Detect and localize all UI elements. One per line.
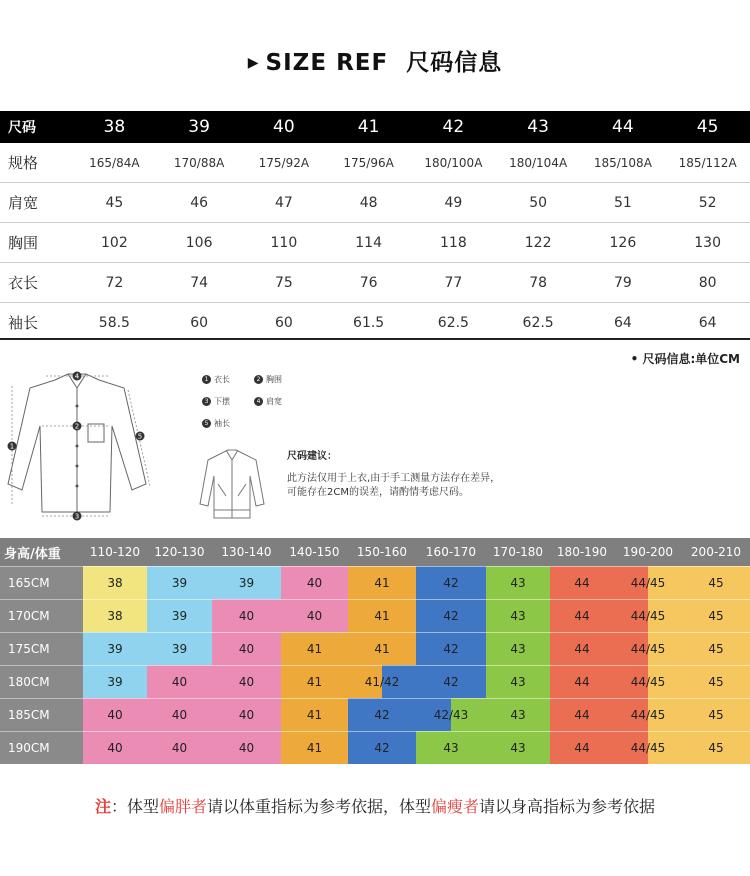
grid-cell-value: 42 (443, 675, 459, 689)
grid-cell (416, 698, 486, 731)
size-recommendation-grid (0, 538, 750, 764)
grid-cell (147, 665, 212, 698)
grid-cell (83, 731, 147, 764)
grid-cell (416, 599, 486, 632)
size-row-shoulder (0, 183, 750, 223)
table-cell: 64 (613, 314, 632, 331)
height-label: 175CM (0, 632, 83, 665)
legend-label: 胸围 (266, 375, 282, 384)
size-col-41: 41 (357, 117, 380, 137)
note-text-1: ：体型 (110, 797, 159, 816)
mark-4-label: 4 (74, 372, 80, 381)
size-table (0, 111, 750, 342)
grid-header-row (0, 538, 750, 566)
weight-header: 200-210 (690, 545, 742, 559)
weight-header: 140-150 (289, 545, 340, 559)
grid-cell (416, 632, 486, 665)
grid-cell-value: 40 (306, 576, 323, 590)
grid-cell-value: 44/45 (630, 576, 666, 590)
grid-cell (682, 632, 750, 665)
table-cell: 75 (274, 274, 293, 291)
weight-header: 130-140 (221, 545, 272, 559)
grid-cell (486, 731, 550, 764)
grid-cell (614, 599, 682, 632)
title-en: SIZE REF (265, 50, 389, 76)
grid-cell (550, 599, 614, 632)
grid-cell (614, 731, 682, 764)
mark-3-label: 3 (74, 512, 80, 521)
grid-cell (348, 599, 416, 632)
grid-cell-value: 41 (374, 576, 390, 590)
grid-cell (281, 599, 348, 632)
grid-cell-value: 44/45 (630, 642, 666, 656)
grid-cell-value: 42 (374, 741, 390, 755)
note-text-3: 请以身高指标为参考依据 (479, 797, 656, 816)
grid-cell-value: 38 (107, 609, 123, 623)
grid-cell-value: 40 (238, 741, 255, 755)
table-cell: 50 (529, 194, 548, 211)
shirt-diagram (0, 366, 165, 522)
size-col-39: 39 (188, 117, 210, 137)
grid-cell (486, 566, 550, 599)
table-cell: 46 (190, 194, 209, 211)
legend-number: 4 (254, 397, 263, 406)
triangle-icon: ▶ (247, 55, 260, 71)
grid-cell-value: 43 (510, 576, 526, 590)
table-cell: 170/88A (173, 155, 225, 170)
grid-cell-value: 41 (306, 675, 323, 689)
grid-cell (550, 731, 614, 764)
weight-header: 160-170 (425, 545, 477, 559)
legend-item (202, 396, 230, 407)
table-cell: 110 (270, 234, 298, 251)
note-text-2: 请以体重指标为参考依据，体型 (207, 797, 432, 816)
grid-cell-value: 41 (374, 609, 390, 623)
grid-cell (83, 566, 147, 599)
page-title (0, 44, 750, 77)
weight-header: 170-180 (492, 545, 544, 559)
row-label: 衣长 (8, 274, 39, 292)
grid-cell (486, 632, 550, 665)
grid-cell (614, 566, 682, 599)
grid-cell (83, 698, 147, 731)
grid-cell-value: 45 (708, 609, 724, 623)
height-label: 165CM (0, 566, 83, 599)
footnote (0, 794, 750, 817)
grid-cell-value: 39 (107, 642, 123, 656)
legend-label: 肩宽 (266, 397, 282, 406)
legend-item (202, 374, 230, 385)
advice-title: 尺码建议： (287, 451, 337, 462)
jacket-icon (198, 448, 266, 520)
table-cell: 175/92A (258, 155, 310, 170)
table-cell: 51 (613, 194, 632, 211)
grid-cell-value: 42 (443, 609, 459, 623)
grid-row (0, 665, 750, 698)
grid-cell-value: 40 (238, 609, 255, 623)
grid-cell (212, 665, 281, 698)
grid-cell-value: 44/45 (630, 708, 666, 722)
grid-cell-value: 44 (574, 609, 590, 623)
grid-cell (281, 632, 348, 665)
grid-cell-value: 40 (171, 675, 188, 689)
grid-cell-value: 40 (107, 741, 123, 755)
grid-cell (147, 566, 212, 599)
grid-cell (147, 731, 212, 764)
grid-cell (83, 632, 147, 665)
table-cell: 185/112A (678, 155, 737, 170)
row-label: 肩宽 (8, 194, 39, 212)
table-cell: 52 (698, 194, 717, 211)
weight-header: 120-130 (154, 545, 205, 559)
legend-label: 衣长 (214, 375, 230, 384)
advice-text: 此方法仅用于上衣,由于手工测量方法存在差异，可能存在2CM的误差，请酌情考虑尺码。 (287, 473, 501, 498)
grid-cell-value: 39 (238, 576, 255, 590)
grid-cell (550, 632, 614, 665)
table-cell: 122 (524, 234, 552, 251)
note-thin: 偏瘦者 (431, 797, 480, 816)
table-cell: 60 (274, 314, 293, 331)
table-cell: 72 (105, 274, 124, 291)
row-label: 规格 (8, 154, 39, 172)
note-label: 注 (94, 797, 111, 816)
title-cn: 尺码信息 (406, 50, 503, 76)
table-cell: 126 (609, 234, 637, 251)
grid-cell (147, 632, 212, 665)
table-cell: 49 (444, 194, 463, 211)
grid-cell-value: 40 (171, 741, 188, 755)
grid-cell (348, 731, 416, 764)
grid-cell-value: 41 (306, 642, 323, 656)
grid-cell-value: 41/42 (364, 675, 400, 689)
grid-cell-value: 45 (708, 675, 724, 689)
size-row-chest (0, 223, 750, 263)
weight-header: 190-200 (622, 545, 674, 559)
table-cell: 180/100A (424, 155, 483, 170)
grid-cell (614, 665, 682, 698)
table-cell: 78 (529, 274, 548, 291)
weight-header: 180-190 (556, 545, 608, 559)
size-header-label: 尺码 (8, 120, 36, 136)
grid-cell (550, 665, 614, 698)
grid-cell (147, 599, 212, 632)
table-cell: 58.5 (98, 314, 130, 331)
grid-cell-value: 41 (374, 642, 390, 656)
table-cell: 102 (101, 234, 128, 251)
grid-cell-value: 44 (574, 642, 590, 656)
height-label: 190CM (0, 731, 83, 764)
grid-cell-value: 42 (443, 576, 459, 590)
grid-cell-value: 43 (510, 609, 526, 623)
grid-cell-value: 43 (443, 741, 459, 755)
table-cell: 114 (355, 234, 382, 251)
grid-cell (550, 566, 614, 599)
grid-cell-value: 40 (306, 609, 323, 623)
mark-1-label: 1 (9, 442, 15, 451)
grid-cell-value: 41 (306, 741, 323, 755)
grid-cell (212, 566, 281, 599)
grid-cell (550, 698, 614, 731)
note-fat: 偏胖者 (158, 797, 207, 816)
grid-row (0, 731, 750, 764)
table-cell: 62.5 (437, 314, 469, 331)
table-cell: 74 (190, 274, 209, 291)
grid-cell-value: 43 (510, 642, 526, 656)
table-cell: 130 (694, 234, 721, 251)
grid-cell (348, 566, 416, 599)
grid-cell-value: 44/45 (630, 741, 666, 755)
grid-cell-value: 42 (443, 642, 459, 656)
grid-cell (281, 698, 348, 731)
table-divider (0, 338, 750, 340)
grid-cell-value: 40 (238, 708, 255, 722)
grid-cell (416, 731, 486, 764)
size-col-44: 44 (612, 117, 634, 137)
table-cell: 175/96A (343, 155, 394, 170)
grid-cell-value: 45 (708, 576, 724, 590)
size-row-sleeve (0, 303, 750, 342)
grid-cell (682, 599, 750, 632)
legend-number: 3 (202, 397, 211, 406)
grid-cell-value: 44 (574, 675, 590, 689)
grid-cell (212, 698, 281, 731)
table-cell: 62.5 (522, 314, 554, 331)
legend-item (254, 396, 282, 407)
table-cell: 118 (440, 234, 467, 251)
grid-cell (348, 632, 416, 665)
grid-cell (281, 566, 348, 599)
size-table-header (0, 111, 750, 143)
grid-cell-value: 44 (574, 708, 590, 722)
row-label: 胸围 (8, 234, 39, 252)
size-col-42: 42 (442, 117, 465, 137)
table-cell: 61.5 (353, 314, 385, 331)
table-cell: 79 (613, 274, 632, 291)
grid-cell-value: 42 (374, 708, 390, 722)
grid-cell (212, 731, 281, 764)
height-label: 185CM (0, 698, 83, 731)
grid-cell-value: 38 (107, 576, 123, 590)
table-cell: 64 (698, 314, 717, 331)
legend-number: 5 (202, 419, 211, 428)
grid-cell (682, 731, 750, 764)
grid-cell (416, 665, 486, 698)
grid-cell-value: 40 (171, 708, 188, 722)
unit-note: • 尺码信息:单位CM (630, 352, 740, 366)
table-cell: 180/104A (509, 155, 568, 170)
size-col-45: 45 (696, 117, 719, 137)
grid-cell (281, 731, 348, 764)
legend-number: 2 (254, 375, 263, 384)
table-cell: 45 (105, 194, 124, 211)
grid-cell-value: 39 (171, 609, 188, 623)
grid-cell (348, 698, 416, 731)
grid-cell-value: 41 (306, 708, 323, 722)
table-cell: 165/84A (89, 155, 140, 170)
grid-cell (682, 698, 750, 731)
size-col-43: 43 (527, 117, 549, 137)
grid-row (0, 632, 750, 665)
grid-cell (486, 698, 550, 731)
grid-cell (83, 665, 147, 698)
grid-cell (348, 665, 416, 698)
mark-2-label: 2 (74, 422, 80, 431)
grid-cell-value: 43 (510, 708, 526, 722)
size-col-40: 40 (273, 117, 295, 137)
grid-cell-value: 44 (574, 741, 590, 755)
table-cell: 47 (274, 194, 293, 211)
grid-cell (416, 566, 486, 599)
mark-5-label: 5 (137, 432, 143, 441)
grid-cell-value: 44/45 (630, 609, 666, 623)
table-cell: 48 (359, 194, 378, 211)
grid-cell (614, 698, 682, 731)
grid-cell (682, 665, 750, 698)
grid-cell-value: 43 (510, 741, 526, 755)
grid-cell (486, 599, 550, 632)
table-cell: 185/108A (593, 155, 652, 170)
grid-cell-value: 40 (238, 675, 255, 689)
grid-cell-value: 39 (107, 675, 123, 689)
legend-label: 袖长 (214, 419, 230, 428)
size-row-length (0, 263, 750, 303)
weight-header: 150-160 (356, 545, 408, 559)
grid-cell-value: 40 (107, 708, 123, 722)
grid-cell (212, 632, 281, 665)
size-row-spec (0, 143, 750, 183)
table-cell: 106 (185, 234, 213, 251)
legend-number: 1 (202, 375, 211, 384)
grid-cell-value: 39 (171, 642, 188, 656)
grid-row (0, 566, 750, 599)
grid-row (0, 698, 750, 731)
grid-cell (212, 599, 281, 632)
grid-cell (682, 566, 750, 599)
weight-header: 110-120 (89, 545, 141, 559)
table-cell: 76 (359, 274, 378, 291)
grid-cell-value: 40 (238, 642, 255, 656)
height-label: 170CM (0, 599, 83, 632)
grid-cell-value: 45 (708, 642, 724, 656)
table-cell: 77 (444, 274, 463, 291)
grid-cell-value: 43 (510, 675, 526, 689)
grid-cell-value: 44 (574, 576, 590, 590)
grid-cell (281, 665, 348, 698)
row-label: 袖长 (8, 314, 39, 332)
grid-cell-value: 44/45 (630, 675, 666, 689)
table-cell: 80 (698, 274, 717, 291)
grid-row (0, 599, 750, 632)
legend-label: 下摆 (214, 397, 230, 406)
grid-cell (147, 698, 212, 731)
grid-cell (486, 665, 550, 698)
legend-item (254, 374, 282, 385)
grid-cell-value: 42/43 (433, 708, 469, 722)
grid-cell-value: 39 (171, 576, 188, 590)
height-label: 180CM (0, 665, 83, 698)
table-cell: 60 (190, 314, 209, 331)
size-col-38: 38 (103, 117, 126, 137)
grid-cell (614, 632, 682, 665)
grid-cell-value: 45 (708, 708, 724, 722)
grid-corner-label: 身高/体重 (4, 546, 61, 562)
grid-cell-value: 45 (708, 741, 724, 755)
grid-cell (83, 599, 147, 632)
legend-item (202, 418, 230, 429)
